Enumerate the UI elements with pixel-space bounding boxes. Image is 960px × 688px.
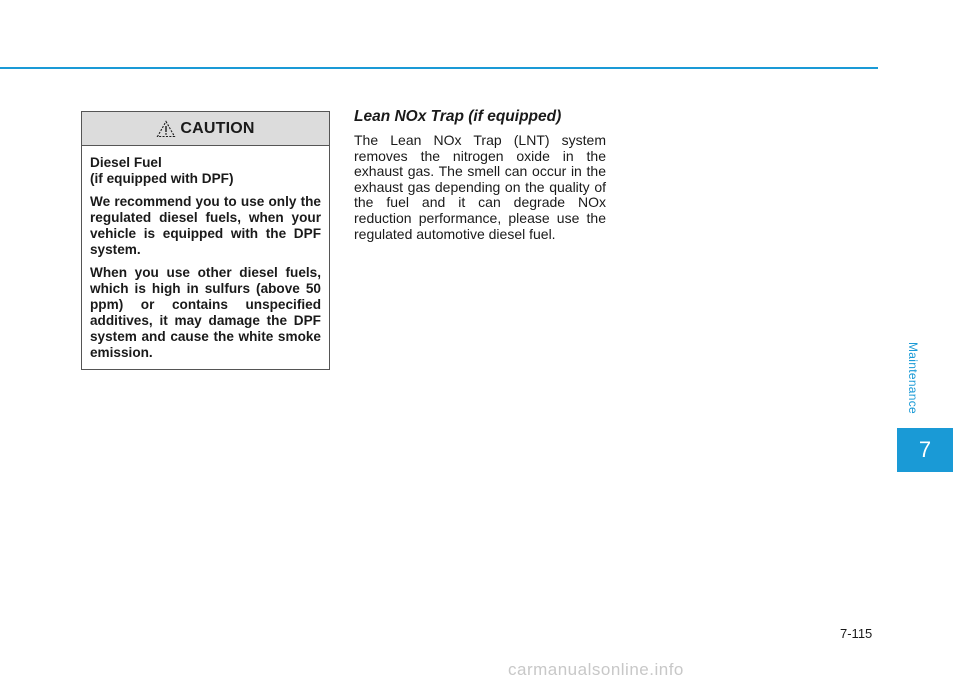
caution-heading-line2: (if equipped with DPF) bbox=[90, 171, 234, 186]
caution-title: CAUTION bbox=[180, 119, 255, 137]
warning-triangle-icon bbox=[156, 120, 176, 138]
section-title: Lean NOx Trap (if equipped) bbox=[354, 108, 562, 125]
caution-paragraph-2: When you use other diesel fuels, which is high in sulfurs (above 50 ppm) or contains unspecified additives, it may damage the DPF system and cause the white smoke emission. bbox=[90, 265, 321, 360]
caution-heading-line1: Diesel Fuel bbox=[90, 155, 162, 170]
section-body: The Lean NOx Trap (LNT) system removes the nitrogen oxide in the exhaust gas. The smell can occur in the exhaust gas depending on the quality of the fuel and it can degrade NOx reduction performance, please use the regulated automotive diesel fuel. bbox=[354, 132, 606, 242]
lnt-section bbox=[354, 108, 606, 242]
caution-box bbox=[81, 111, 330, 370]
caution-header bbox=[82, 112, 329, 146]
top-rule bbox=[0, 67, 878, 69]
caution-body bbox=[82, 146, 329, 361]
chapter-tab: 7 bbox=[897, 428, 953, 472]
caution-paragraph-1: We recommend you to use only the regulated diesel fuels, when your vehicle is equipped with the DPF system. bbox=[90, 194, 321, 257]
chapter-side-label: Maintenance bbox=[906, 342, 920, 415]
page-number: 7-115 bbox=[840, 626, 873, 641]
watermark: carmanualsonline.info bbox=[508, 660, 684, 679]
